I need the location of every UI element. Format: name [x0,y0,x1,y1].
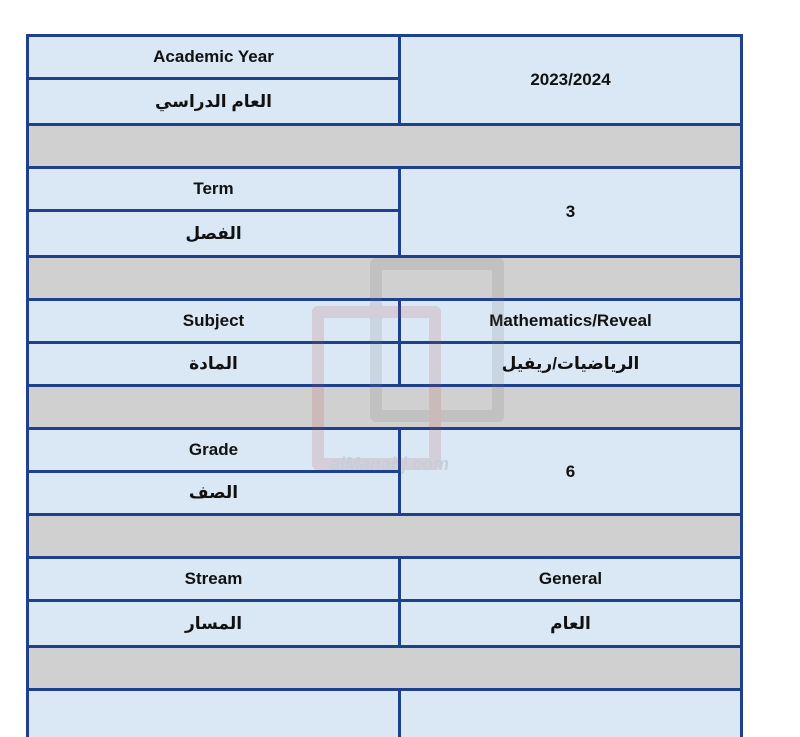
stream-row [28,558,742,601]
stream-label-en: Stream [28,558,400,601]
separator-row [28,515,742,558]
separator-row [28,125,742,168]
academic-year-value: 2023/2024 [400,36,742,125]
academic-year-label-ar: العام الدراسي [28,79,400,125]
cover-info-table [26,34,743,737]
subject-value-en: Mathematics/Reveal [400,300,742,343]
term-row [28,168,742,211]
stream-label-ar: المسار [28,601,400,647]
grade-row [28,429,742,472]
separator-row [28,386,742,429]
grade-value: 6 [400,429,742,515]
term-label-ar: الفصل [28,211,400,257]
term-label-en: Term [28,168,400,211]
term-value: 3 [400,168,742,257]
subject-row [28,300,742,343]
empty-cell [400,690,742,737]
grade-label-en: Grade [28,429,400,472]
separator-row [28,647,742,690]
stream-value-en: General [400,558,742,601]
academic-year-label-en: Academic Year [28,36,400,79]
stream-value-ar: العام [400,601,742,647]
subject-value-ar: الرياضيات/ريفيل [400,343,742,386]
subject-label-ar: المادة [28,343,400,386]
separator-row [28,257,742,300]
academic-year-row [28,36,742,79]
empty-cell [28,690,400,737]
subject-label-en: Subject [28,300,400,343]
grade-label-ar: الصف [28,472,400,515]
